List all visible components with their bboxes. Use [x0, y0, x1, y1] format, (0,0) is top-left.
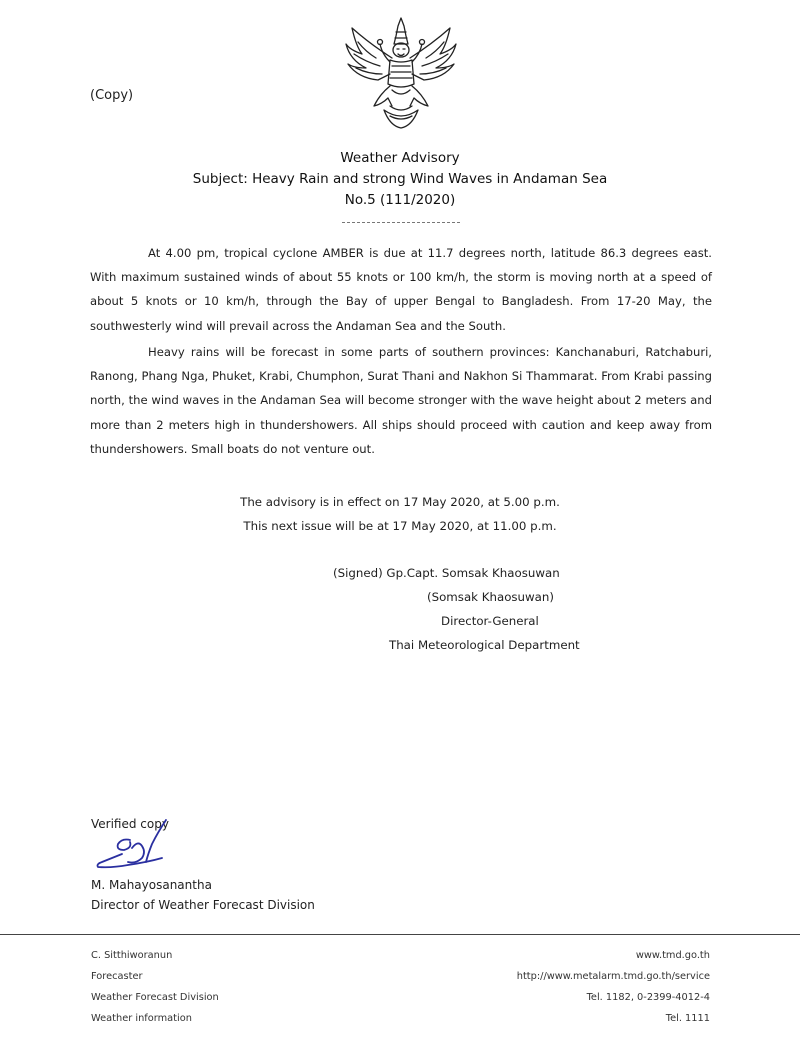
footer-division: Weather Forecast Division	[91, 992, 219, 1003]
footer-service-url: http://www.metalarm.tmd.go.th/service	[516, 971, 710, 982]
signed-by: (Signed) Gp.Capt. Somsak Khaosuwan	[333, 566, 560, 580]
handwritten-signature-icon	[92, 818, 172, 874]
document-title: Weather Advisory	[340, 150, 460, 166]
body-paragraph-rain: Heavy rains will be forecast in some parts of southern provinces: Kanchanaburi, Ratchaburi, Ranong, Phang Nga, Phuket, Krabi, Chumphon, Surat Thani and Nakhon Si Thammarat. From Krabi passing north, the wind waves in the Andaman Sea will become stronger with the wave height about 2 meters and more than 2 meters high in thundershowers. All ships should proceed with caution and keep away from thundershowers. Small boats do not venture out.	[90, 345, 712, 456]
signatory-position: Director-General	[441, 614, 539, 628]
body-paragraph-cyclone: At 4.00 pm, tropical cyclone AMBER is due at 11.7 degrees north, latitude 86.3 degrees east. With maximum sustained winds of about 55 knots or 100 km/h, the storm is moving north at a speed of about 5 knots or 10 km/h, through the Bay of upper Bengal to Bangladesh. From 17-20 May, the southwesterly wind will prevail across the Andaman Sea and the South.	[90, 246, 712, 333]
signatory-name: (Somsak Khaosuwan)	[427, 590, 554, 604]
footer-forecaster-role: Forecaster	[91, 971, 143, 982]
garuda-emblem-icon	[340, 14, 462, 132]
footer-info-phone: Tel. 1111	[665, 1013, 710, 1024]
verifier-position: Director of Weather Forecast Division	[91, 898, 315, 912]
next-issue-time: This next issue will be at 17 May 2020, at 11.00 p.m.	[243, 519, 557, 533]
copy-mark: (Copy)	[90, 88, 134, 103]
footer-divider	[0, 934, 800, 935]
footer-website: www.tmd.go.th	[635, 950, 710, 961]
title-divider	[342, 222, 460, 223]
signatory-organization: Thai Meteorological Department	[389, 638, 580, 652]
footer-weather-info: Weather information	[91, 1013, 192, 1024]
document-subject: Subject: Heavy Rain and strong Wind Waves in Andaman Sea	[192, 171, 608, 187]
verified-copy-label: Verified copy	[91, 817, 169, 831]
footer-forecaster-name: C. Sitthiworanun	[91, 950, 173, 961]
effect-time: The advisory is in effect on 17 May 2020, at 5.00 p.m.	[240, 495, 560, 509]
advisory-number: No.5 (111/2020)	[344, 192, 456, 208]
footer-phone: Tel. 1182, 0-2399-4012-4	[586, 992, 710, 1003]
verifier-name: M. Mahayosanantha	[91, 878, 212, 892]
